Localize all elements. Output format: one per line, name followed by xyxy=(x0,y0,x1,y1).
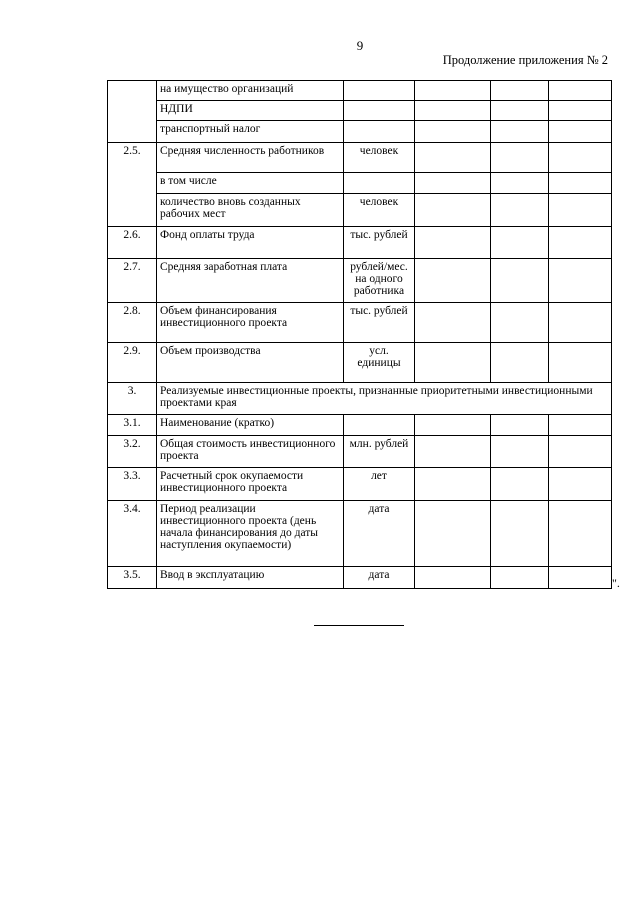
row-unit-cell: дата xyxy=(344,567,415,589)
row-number-cell: 3.3. xyxy=(108,468,157,501)
row-name-cell: Объем производства xyxy=(157,343,344,383)
row-number-cell: 2.9. xyxy=(108,343,157,383)
table-row xyxy=(108,436,612,468)
value-cell xyxy=(491,343,549,383)
row-unit-cell: усл. единицы xyxy=(344,343,415,383)
row-name-cell: Общая стоимость инвестиционного проекта xyxy=(157,436,344,468)
row-name-cell: Средняя численность работников xyxy=(157,143,344,173)
row-name-cell: транспортный налог xyxy=(157,121,344,143)
row-unit-cell xyxy=(344,173,415,194)
table-row xyxy=(108,173,612,194)
value-cell xyxy=(491,81,549,101)
value-cell xyxy=(549,173,612,194)
value-cell xyxy=(415,415,491,436)
value-cell xyxy=(415,227,491,259)
row-unit-cell xyxy=(344,101,415,121)
row-name-cell: Фонд оплаты труда xyxy=(157,227,344,259)
row-number-cell: 3. xyxy=(108,383,157,415)
table-row xyxy=(108,501,612,567)
row-unit-cell xyxy=(344,121,415,143)
value-cell xyxy=(549,259,612,303)
value-cell xyxy=(549,101,612,121)
value-cell xyxy=(415,303,491,343)
value-cell xyxy=(415,436,491,468)
value-cell xyxy=(491,227,549,259)
row-name-cell: на имущество организаций xyxy=(157,81,344,101)
row-name-cell: Наименование (кратко) xyxy=(157,415,344,436)
row-number-cell xyxy=(108,81,157,143)
value-cell xyxy=(415,501,491,567)
value-cell xyxy=(549,81,612,101)
row-number-cell: 2.8. xyxy=(108,303,157,343)
row-name-cell: Объем финансирования инвестиционного проекта xyxy=(157,303,344,343)
table-row xyxy=(108,259,612,303)
row-number-cell: 3.2. xyxy=(108,436,157,468)
value-cell xyxy=(491,415,549,436)
value-cell xyxy=(415,101,491,121)
row-unit-cell xyxy=(344,81,415,101)
value-cell xyxy=(549,194,612,227)
row-name-cell: Средняя заработная плата xyxy=(157,259,344,303)
row-unit-cell: человек xyxy=(344,143,415,173)
value-cell xyxy=(415,143,491,173)
value-cell xyxy=(415,343,491,383)
value-cell xyxy=(415,567,491,589)
row-name-cell: количество вновь созданных рабочих мест xyxy=(157,194,344,227)
value-cell xyxy=(549,303,612,343)
table-row xyxy=(108,343,612,383)
value-cell xyxy=(549,143,612,173)
value-cell xyxy=(549,436,612,468)
table-row xyxy=(108,101,612,121)
value-cell xyxy=(549,567,612,589)
page-number: 9 xyxy=(356,38,364,53)
value-cell xyxy=(491,101,549,121)
row-number-cell: 3.4. xyxy=(108,501,157,567)
table-row xyxy=(108,143,612,173)
row-unit-cell: тыс. рублей xyxy=(344,303,415,343)
value-cell xyxy=(491,259,549,303)
row-unit-cell xyxy=(344,415,415,436)
value-cell xyxy=(549,343,612,383)
row-number-cell: 2.7. xyxy=(108,259,157,303)
row-name-cell: в том числе xyxy=(157,173,344,194)
value-cell xyxy=(491,567,549,589)
row-unit-cell: человек xyxy=(344,194,415,227)
value-cell xyxy=(491,436,549,468)
row-unit-cell: млн. рублей xyxy=(344,436,415,468)
section-title-cell: Реализуемые инвестиционные проекты, признанные приоритетными инвестиционными проектами края xyxy=(157,383,612,415)
value-cell xyxy=(415,468,491,501)
value-cell xyxy=(549,121,612,143)
row-number-cell: 3.1. xyxy=(108,415,157,436)
value-cell xyxy=(549,415,612,436)
value-cell xyxy=(415,121,491,143)
row-unit-cell: рублей/мес. на одного работника xyxy=(344,259,415,303)
row-unit-cell: дата xyxy=(344,501,415,567)
indicators-table xyxy=(107,80,612,589)
continuation-heading: Продолжение приложения № 2 xyxy=(442,53,608,67)
value-cell xyxy=(491,303,549,343)
value-cell xyxy=(491,121,549,143)
table-row xyxy=(108,383,612,415)
value-cell xyxy=(549,227,612,259)
value-cell xyxy=(415,173,491,194)
row-name-cell: Период реализации инвестиционного проекта (день начала финансирования до даты наступления окупаемости) xyxy=(157,501,344,567)
table-row xyxy=(108,81,612,101)
row-unit-cell: тыс. рублей xyxy=(344,227,415,259)
row-number-cell: 2.6. xyxy=(108,227,157,259)
value-cell xyxy=(415,259,491,303)
value-cell xyxy=(491,501,549,567)
value-cell xyxy=(549,468,612,501)
row-number-cell: 3.5. xyxy=(108,567,157,589)
row-number-cell: 2.5. xyxy=(108,143,157,227)
value-cell xyxy=(549,501,612,567)
value-cell xyxy=(491,173,549,194)
row-name-cell: НДПИ xyxy=(157,101,344,121)
value-cell xyxy=(491,143,549,173)
value-cell xyxy=(491,468,549,501)
table-row xyxy=(108,121,612,143)
end-divider-line xyxy=(314,625,404,626)
table-row xyxy=(108,468,612,501)
table-row xyxy=(108,415,612,436)
row-name-cell: Расчетный срок окупаемости инвестиционного проекта xyxy=(157,468,344,501)
table-row xyxy=(108,567,612,589)
table-row xyxy=(108,227,612,259)
row-unit-cell: лет xyxy=(344,468,415,501)
table-row xyxy=(108,194,612,227)
table-row xyxy=(108,303,612,343)
value-cell xyxy=(415,81,491,101)
row-name-cell: Ввод в эксплуатацию xyxy=(157,567,344,589)
value-cell xyxy=(415,194,491,227)
closing-quote: ". xyxy=(612,576,620,590)
value-cell xyxy=(491,194,549,227)
